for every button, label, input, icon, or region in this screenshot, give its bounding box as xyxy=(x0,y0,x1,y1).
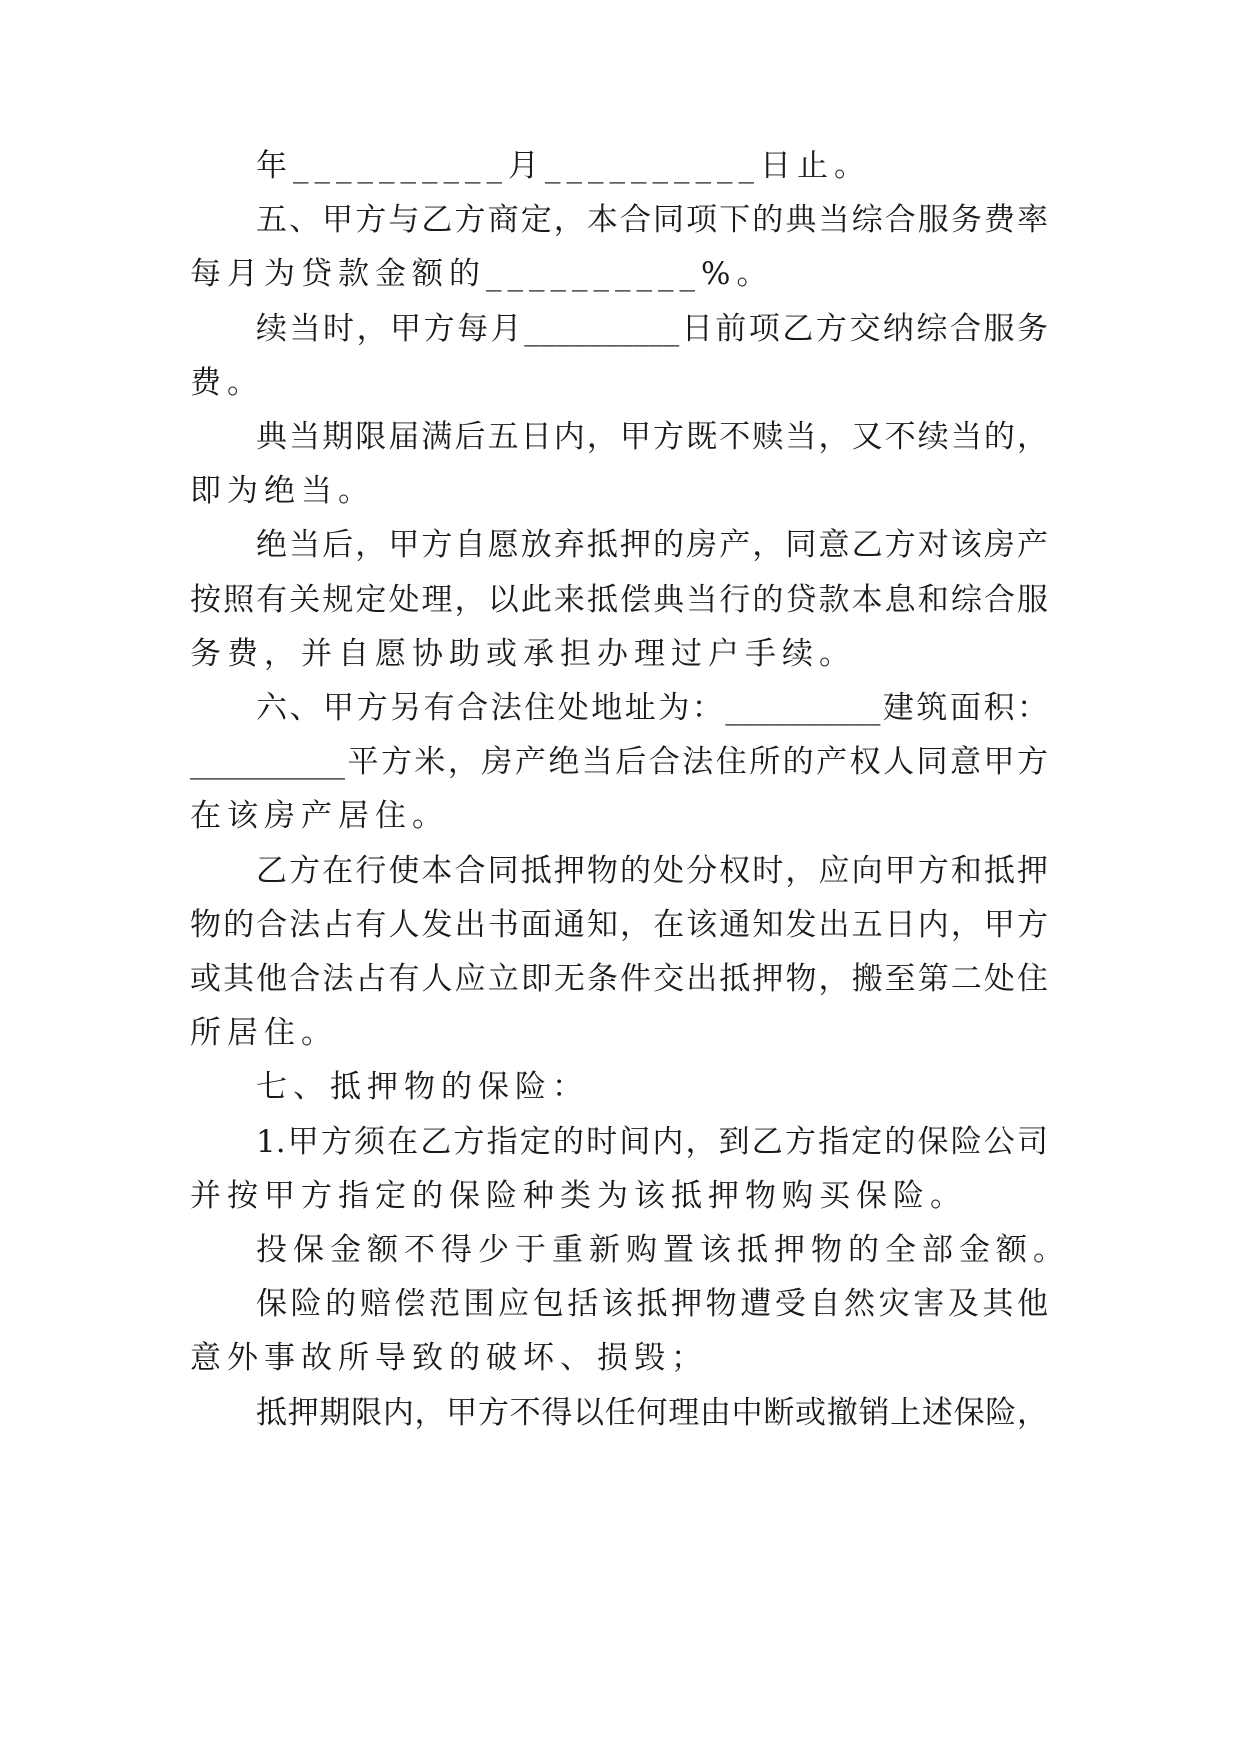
text-line: 年__________月__________日止。 xyxy=(256,148,871,184)
text-line: 六、甲方另有合法住处地址为：__________建筑面积： xyxy=(256,690,1048,726)
text-line: 按照有关规定处理，以此来抵偿典当行的贷款本息和综合服 xyxy=(190,582,1048,618)
text-line: 典当期限届满后五日内，甲方既不赎当，又不续当的， xyxy=(256,419,1048,455)
text-line: 绝当后，甲方自愿放弃抵押的房产，同意乙方对该房产 xyxy=(256,527,1048,563)
text-line: 即为绝当。 xyxy=(190,473,375,509)
text-line: 五、甲方与乙方商定，本合同项下的典当综合服务费率 xyxy=(256,202,1048,238)
text-line: 所居住。 xyxy=(190,1015,338,1051)
text-line: 1.甲方须在乙方指定的时间内，到乙方指定的保险公司 xyxy=(256,1124,1048,1160)
text-line: 投保金额不得少于重新购置该抵押物的全部金额。 xyxy=(256,1232,1070,1268)
text-line: 或其他合法占有人应立即无条件交出抵押物，搬至第二处住 xyxy=(190,961,1048,997)
text-line: 续当时，甲方每月__________日前项乙方交纳综合服务 xyxy=(256,311,1048,347)
text-line: 七、抵押物的保险： xyxy=(256,1069,589,1105)
text-line: 费。 xyxy=(190,365,264,401)
text-line: 物的合法占有人发出书面通知，在该通知发出五日内，甲方 xyxy=(190,907,1048,943)
text-line: 意外事故所导致的破坏、损毁； xyxy=(190,1340,708,1376)
text-line: 在该房产居住。 xyxy=(190,798,449,834)
text-line: 保险的赔偿范围应包括该抵押物遭受自然灾害及其他 xyxy=(256,1286,1048,1322)
text-line: 每月为贷款金额的__________%。 xyxy=(190,256,774,292)
text-line: 抵押期限内，甲方不得以任何理由中断或撤销上述保险， xyxy=(256,1395,1048,1431)
text-line: __________平方米，房产绝当后合法住所的产权人同意甲方 xyxy=(190,744,1048,780)
text-line: 乙方在行使本合同抵押物的处分权时，应向甲方和抵押 xyxy=(256,853,1048,889)
text-line: 务费，并自愿协助或承担办理过户手续。 xyxy=(190,636,856,672)
text-line: 并按甲方指定的保险种类为该抵押物购买保险。 xyxy=(190,1178,967,1214)
